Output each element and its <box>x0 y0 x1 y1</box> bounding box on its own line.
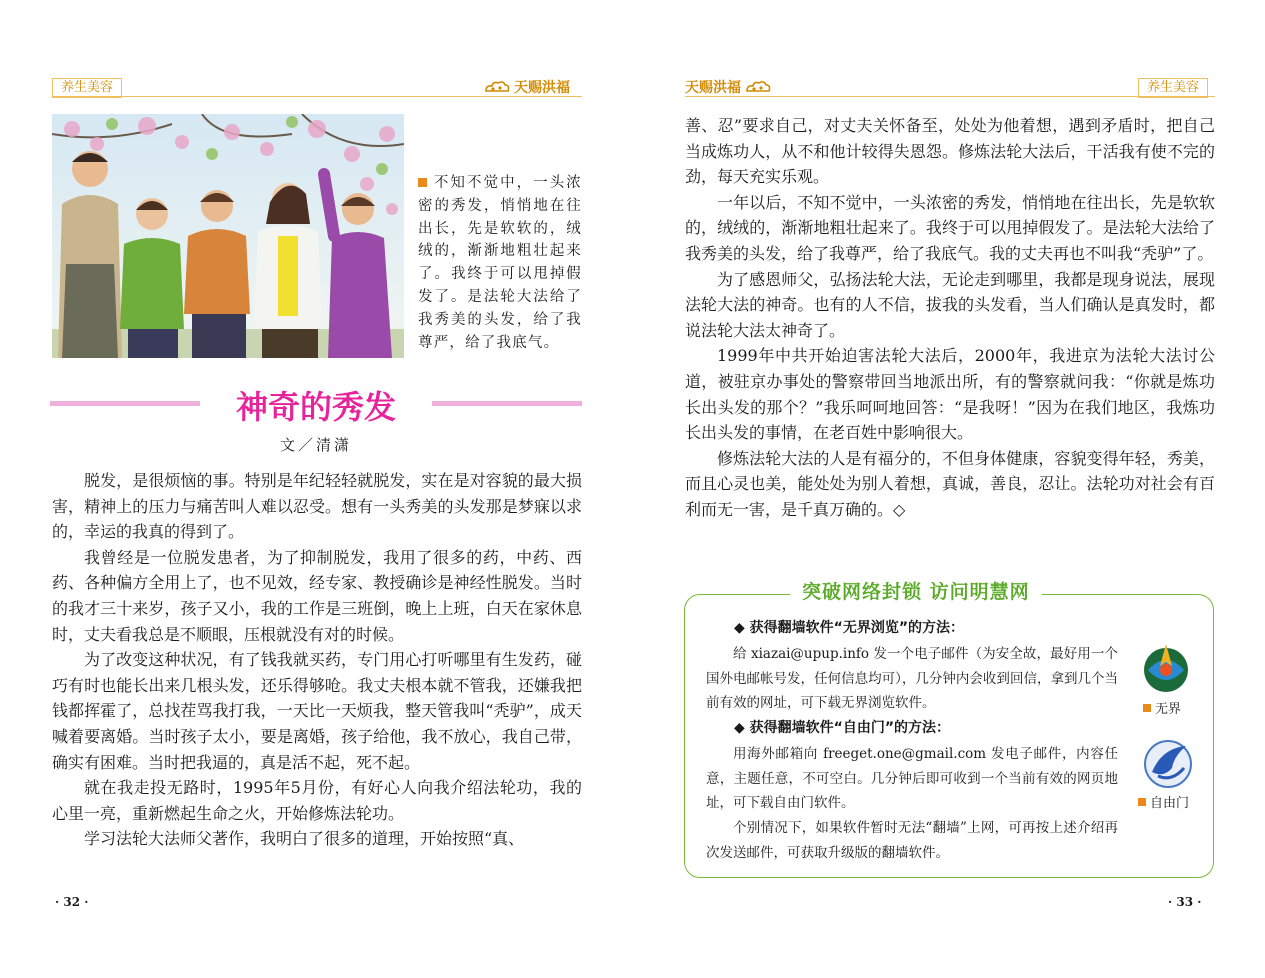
method1-text: 给 xiazai@upup.info 发一个电子邮件（为安全故，最好用一个国外电邮帐号发，任何信息均可），几分钟内会收到回信，拿到几个当前有效的网址，可下载无界浏览软件。 <box>706 646 1118 711</box>
header-rule <box>52 96 582 97</box>
series-title <box>484 77 570 97</box>
article-body-left <box>52 468 582 852</box>
caption-text: 不知不觉中，一头浓密的秀发，悄悄地在往出长，先是软软的，绒绒的，渐渐地粗壮起来了。我终于可以甩掉假发了。是法轮大法给了我秀美的头发，给了我尊严，给了我底气。 <box>418 175 582 351</box>
header-rule <box>685 96 1215 97</box>
paragraph: 为了感恩师父，弘扬法轮大法，无论走到哪里，我都是现身说法，展现法轮大法的神奇。也有的人不信，拔我的头发看，当人们确认是真发时，都说法轮大法太神奇了。 <box>685 269 1215 340</box>
illustration-caption <box>418 172 582 354</box>
paragraph: 1999年中共开始迫害法轮大法后，2000年，我进京为法轮大法讨公道，被驻京办事处的警察带回当地派出所，有的警察就问我：“你就是炼功长出头发的那个？”我乐呵呵地回答：“是我呀！”因为在我们地区，我炼功长出头发的事情，在老百姓中影响很大。 <box>685 346 1215 443</box>
promo-title: 突破网络封锁 访问明慧网 <box>790 577 1042 604</box>
paragraph: 一年以后，不知不觉中，一头浓密的秀发，悄悄地在往出长，先是软软的，绒绒的，渐渐地粗壮起来了。我终于可以甩掉假发了。是法轮大法给了我秀美的头发，给了我尊严，给了我底气。我的丈夫再也不叫我“秃驴”了。 <box>685 192 1215 263</box>
bullet-square-icon <box>1143 704 1151 712</box>
paragraph: 我曾经是一位脱发患者，为了抑制脱发，我用了很多的药，中药、西药、各种偏方全用上了，也不见效，经专家、教授确诊是神经性脱发。当时的我才三十来岁，孩子又小，我的工作是三班倒，晚上上班，白天在家休息时，丈夫看我总是不顺眼，压根就没有对的时候。 <box>52 547 582 644</box>
series-title <box>685 77 771 97</box>
bullet-square-icon <box>1138 798 1146 806</box>
paragraph: 为了改变这种状况，有了钱我就买药，专门用心打听哪里有生发药，碰巧有时也能长出来几根头发，还乐得够呛。我丈夫根本就不管我，还嫌我把钱都挥霍了，总找茬骂我打我，一天比一天烦我，整天管我叫“秃驴”，成天喊着要离婚。当时孩子太小，要是离婚，孩子给他，我不放心，我自己带，确实有困难。当时把我逼的，真是活不起，死不起。 <box>52 650 582 772</box>
ultrasurf-logo-icon <box>1140 640 1192 696</box>
freegate-logo-icon <box>1142 738 1194 790</box>
method2-heading: ◆ 获得翻墙软件“自由门”的方法： <box>734 720 951 736</box>
series-title-text: 天赐洪福 <box>685 80 741 96</box>
section-tag: 养生美容 <box>52 78 122 98</box>
cloud-ornament-icon <box>745 80 771 94</box>
paragraph: 善、忍”要求自己，对丈夫关怀备至，处处为他着想，遇到矛盾时，把自己当成炼功人，从不和他计较得失恩怨。修炼法轮大法后，干活我有使不完的劲，每天充实乐观。 <box>685 116 1215 187</box>
section-tag: 养生美容 <box>1138 78 1208 98</box>
page-number: · 33 · <box>1168 895 1202 909</box>
cloud-ornament-icon <box>484 80 510 94</box>
article-body-right <box>685 113 1215 523</box>
paragraph: 学习法轮大法师父著作，我明白了很多的道理，开始按照“真、 <box>84 829 525 849</box>
article-title-row <box>50 378 582 428</box>
paragraph: 脱发，是很烦恼的事。特别是年纪轻轻就脱发，实在是对容貌的最大损害，精神上的压力与痛苦叫人难以忍受。想有一头秀美的头发那是梦寐以求的，幸运的我真的得到了。 <box>52 471 582 542</box>
bullet-square-icon <box>418 178 427 187</box>
article-title: 神奇的秀发 <box>235 388 396 426</box>
logo1-label: 无界 <box>1143 698 1181 717</box>
illustration-five-people <box>52 114 404 358</box>
series-title-text: 天赐洪福 <box>514 80 570 96</box>
method2-text: 用海外邮箱向 freeget.one@gmail.com 发电子邮件，内容任意，主题任意，不可空白。几分钟后即可收到一个当前有效的网页地址，可下载自由门软件。 <box>706 746 1118 811</box>
paragraph: 修炼法轮大法的人是有福分的，不但身体健康，容貌变得年轻，秀美，而且心灵也美，能处处为别人着想，真诚，善良，忍让。法轮功对社会有百利而无一害，是千真万确的。◇ <box>685 448 1215 519</box>
page-number: · 32 · <box>55 895 89 909</box>
paragraph: 就在我走投无路时，1995年5月份，有好心人向我介绍法轮功，我的心里一亮，重新燃起生命之火，开始修炼法轮功。 <box>52 778 582 823</box>
byline: 文／清潇 <box>279 436 352 454</box>
promo-note: 个别情况下，如果软件暂时无法“翻墙”上网，可再按上述介绍再次发送邮件，可获取升级版的翻墙软件。 <box>706 820 1118 861</box>
left-page <box>0 0 632 978</box>
method1-heading: ◆ 获得翻墙软件“无界浏览”的方法： <box>734 620 965 636</box>
logo2-label: 自由门 <box>1138 792 1189 811</box>
